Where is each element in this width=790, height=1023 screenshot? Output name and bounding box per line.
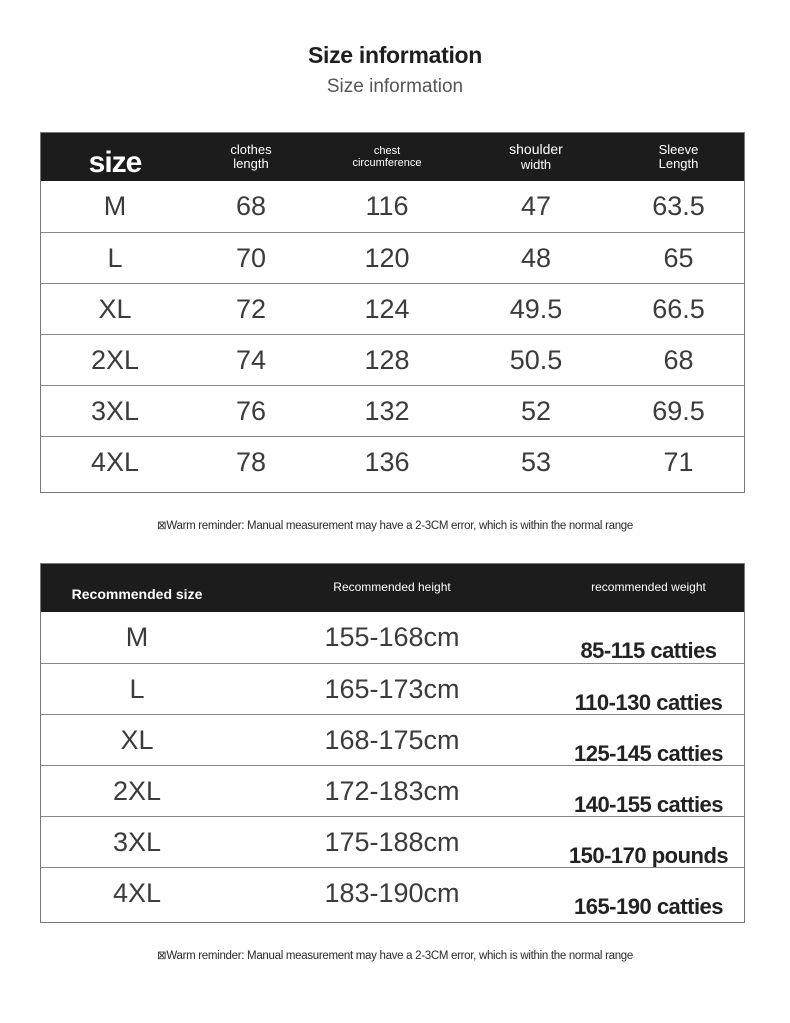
weight-cell: 165-190 catties bbox=[573, 894, 724, 919]
height-cell: 172-183cm bbox=[324, 775, 460, 806]
table-row bbox=[41, 663, 744, 714]
header-clothes-length bbox=[189, 133, 313, 181]
page-title: Size information bbox=[307, 42, 483, 68]
table-row bbox=[41, 612, 744, 663]
chest-cell: 124 bbox=[364, 293, 410, 324]
header-clothes-length-line2: length bbox=[233, 156, 269, 171]
height-cell: 168-175cm bbox=[324, 724, 460, 755]
header-recommended-weight bbox=[551, 564, 746, 612]
chest-cell: 128 bbox=[364, 344, 410, 375]
recommendation-body bbox=[41, 612, 744, 918]
sleeve-cell: 65 bbox=[663, 242, 694, 273]
chest-cell: 116 bbox=[365, 190, 409, 221]
height-cell: 165-173cm bbox=[324, 673, 460, 704]
size-cell: L bbox=[107, 242, 123, 273]
table-row bbox=[41, 765, 744, 816]
size-cell: 2XL bbox=[112, 775, 162, 806]
height-cell: 183-190cm bbox=[324, 877, 460, 908]
header-size bbox=[41, 133, 189, 181]
header-recommended-height bbox=[233, 564, 551, 612]
shoulder-cell: 47 bbox=[520, 190, 552, 221]
header-recommended-height-label: Recommended height bbox=[333, 580, 451, 595]
header-shoulder-line1: shoulder bbox=[509, 141, 563, 158]
shoulder-cell: 49.5 bbox=[509, 293, 563, 324]
clothes-length-cell: 78 bbox=[235, 446, 267, 477]
clothes-length-cell: 74 bbox=[235, 344, 267, 375]
table-row bbox=[41, 232, 744, 283]
warm-reminder: ⊠Warm reminder: Manual measurement may have a 2-3CM error, which is within the normal range bbox=[157, 520, 633, 532]
size-cell: 4XL bbox=[112, 877, 162, 908]
chest-cell: 136 bbox=[364, 446, 410, 477]
sleeve-cell: 68 bbox=[663, 344, 694, 375]
size-cell: 3XL bbox=[90, 395, 140, 426]
table-row bbox=[41, 181, 744, 232]
header-recommended-size bbox=[41, 564, 233, 612]
sleeve-cell: 66.5 bbox=[652, 293, 705, 324]
size-chart-table bbox=[40, 132, 745, 493]
table-row bbox=[41, 334, 744, 385]
height-cell: 155-168cm bbox=[324, 621, 460, 652]
header-recommended-weight-label: recommended weight bbox=[591, 580, 706, 595]
weight-cell: 140-155 catties bbox=[573, 792, 724, 817]
warm-reminder-bottom: ⊠Warm reminder: Manual measurement may have a 2-3CM error, which is within the normal range bbox=[157, 950, 633, 962]
chest-cell: 120 bbox=[364, 242, 410, 273]
header-shoulder-line2: width bbox=[520, 156, 552, 172]
clothes-length-cell: 68 bbox=[235, 190, 267, 221]
size-cell: 2XL bbox=[90, 344, 140, 375]
clothes-length-cell: 72 bbox=[235, 293, 267, 324]
table-row bbox=[41, 385, 744, 436]
header-sleeve-length bbox=[611, 133, 746, 181]
header-sleeve-line2: Length bbox=[658, 156, 699, 171]
clothes-length-cell: 70 bbox=[235, 242, 267, 273]
size-cell: XL bbox=[98, 293, 132, 324]
size-cell: 4XL bbox=[90, 446, 140, 477]
weight-cell: 110-130 catties bbox=[574, 690, 723, 715]
header-recommended-size-label: Recommended size bbox=[71, 586, 203, 603]
size-cell: L bbox=[129, 673, 145, 704]
header-clothes-length-line1: clothes bbox=[230, 141, 272, 157]
table-row bbox=[41, 867, 744, 918]
table-row bbox=[41, 283, 744, 334]
weight-cell: 125-145 catties bbox=[573, 741, 724, 766]
size-cell: XL bbox=[120, 724, 154, 755]
shoulder-cell: 53 bbox=[520, 446, 552, 477]
recommendation-table bbox=[40, 563, 745, 923]
height-cell: 175-188cm bbox=[324, 826, 460, 857]
size-chart-body bbox=[41, 181, 744, 487]
header-size-label: size bbox=[88, 145, 142, 179]
header-sleeve-line1: Sleeve bbox=[658, 141, 699, 157]
chest-cell: 132 bbox=[364, 395, 410, 426]
size-cell: 3XL bbox=[112, 826, 162, 857]
header-shoulder-width bbox=[461, 133, 611, 181]
size-cell: M bbox=[125, 621, 149, 652]
sleeve-cell: 69.5 bbox=[652, 395, 705, 426]
sleeve-cell: 71 bbox=[663, 446, 694, 477]
size-cell: M bbox=[103, 190, 127, 221]
table-row bbox=[41, 714, 744, 765]
table-row bbox=[41, 436, 744, 487]
size-chart-header bbox=[41, 133, 744, 181]
shoulder-cell: 48 bbox=[520, 242, 552, 273]
weight-cell: 150-170 pounds bbox=[568, 843, 729, 868]
page-subtitle: Size information bbox=[326, 76, 464, 97]
header-chest-line1: chest bbox=[373, 144, 401, 157]
header-chest-line2: circumference bbox=[352, 157, 422, 169]
header-chest-circumference bbox=[313, 133, 461, 181]
clothes-length-cell: 76 bbox=[235, 395, 267, 426]
weight-cell: 85-115 catties bbox=[580, 638, 717, 663]
sleeve-cell: 63.5 bbox=[652, 190, 705, 221]
shoulder-cell: 50.5 bbox=[509, 344, 563, 375]
recommendation-header bbox=[41, 564, 744, 612]
shoulder-cell: 52 bbox=[520, 395, 552, 426]
table-row bbox=[41, 816, 744, 867]
